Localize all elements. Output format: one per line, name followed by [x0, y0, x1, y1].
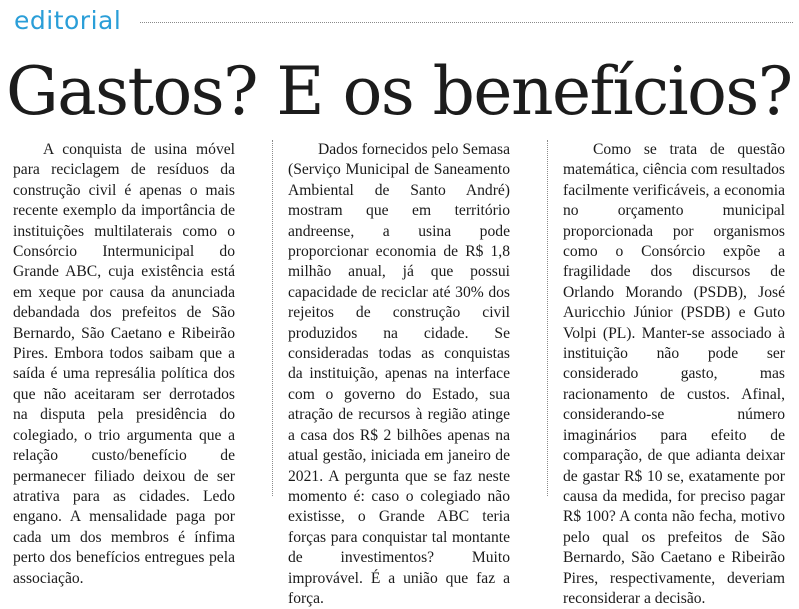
headline: Gastos? E os benefícios? [6, 53, 792, 130]
column-1-paragraph: A conquista de usina móvel para reciclagem de resíduos da construção civil é apenas o mais recente exemplo da importância de instituições multilaterais como o Consórcio Intermunicipal do Grande ABC, cuja existência está em xeque por causa da anunciada debandada dos prefeitos de São Bernardo, São Caetano e Ribeirão Pires. Embora todos saibam que a saída é uma represália política dos que não aceitaram ser derrotados na disputa pela presidência do colegiado, o trio argumenta que a relação custo/benefício de permanecer filiado deixou de ser atrativa para as cidades. Ledo engano. A mensalidade paga por cada um dos membros é ínfima perto dos benefícios entregues pela associação. [13, 141, 235, 587]
section-divider [140, 22, 793, 23]
column-divider [547, 140, 548, 496]
column-3-paragraph: Como se trata de questão matemática, ciência com resultados facilmente verificáveis, a economia no orçamento municipal proporcionada por organismos como o Consórcio expõe a fragilidade dos discursos de Orlando Morando (PSDB), José Auricchio Júnior (PSDB) e Guto Volpi (PL). Manter-se associado à instituição não pode ser considerado gasto, mas racionamento de custos. Afinal, considerando-se número imaginários para efeito de comparação, de que adianta deixar de gastar R$ 10 se, exatamente por causa da medida, for preciso pagar R$ 100? A conta não fecha, motivo pelo qual os prefeitos de São Bernardo, São Caetano e Ribeirão Pires, respectivamente, deveriam reconsiderar a decisão. [563, 141, 785, 607]
article-column-2 [288, 140, 510, 609]
column-divider [272, 140, 273, 496]
section-label: editorial [14, 6, 122, 35]
article-column-3 [563, 140, 785, 609]
article-column-1 [13, 140, 235, 589]
column-2-paragraph: Dados fornecidos pelo Semasa (Serviço Municipal de Saneamento Ambiental de Santo André) mostram que em território andreense, a usina pode proporcionar economia de R$ 1,8 milhão anual, já que possui capacidade de reciclar até 30% dos rejeitos de construção civil produzidos na cidade. Se consideradas todas as conquistas da instituição, apenas na interface com o governo do Estado, sua atração de recursos à região atinge a casa dos R$ 2 bilhões apenas na atual gestão, iniciada em janeiro de 2021. A pergunta que se faz neste momento é: caso o colegiado não existisse, o Grande ABC teria forças para conquistar tal montante de investimentos? Muito improvável. É a união que faz a força. [288, 141, 510, 607]
